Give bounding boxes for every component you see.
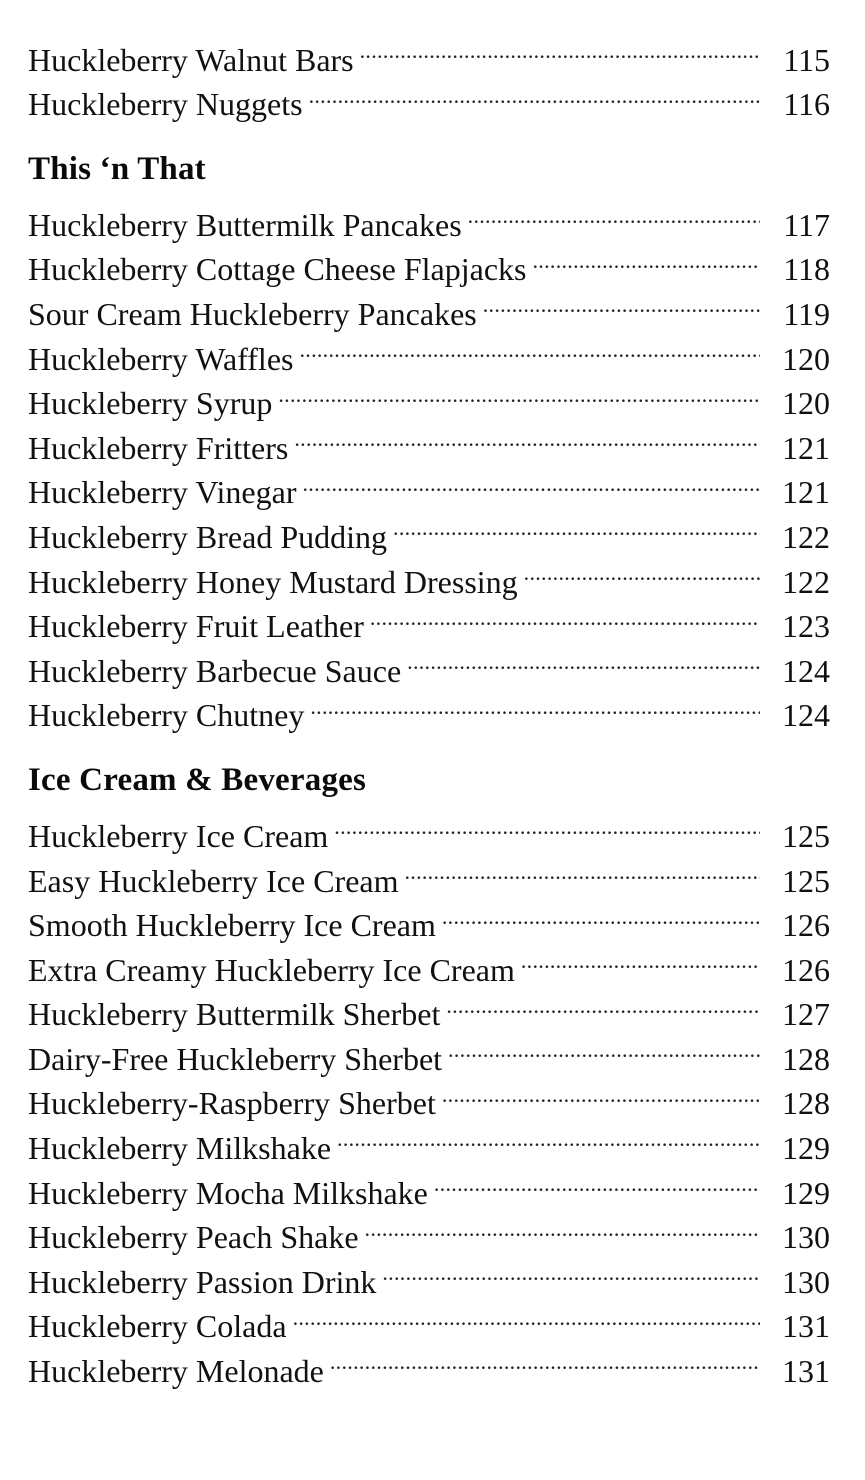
entry-page-number: 125: [782, 817, 830, 854]
dot-leader: [337, 1114, 760, 1159]
entry-page-number: 120: [782, 385, 830, 422]
section-heading: This ‘n That: [28, 151, 206, 188]
entry-page-number: 121: [782, 429, 830, 466]
entry-page-number: 125: [782, 862, 830, 899]
dot-leader: [299, 325, 760, 370]
entry-page-number: 122: [782, 563, 830, 600]
entry-title: Huckleberry Vinegar: [28, 474, 297, 511]
entry-title: Huckleberry Syrup: [28, 385, 273, 422]
entry-page-number: 131: [782, 1308, 830, 1345]
dot-leader: [310, 682, 760, 727]
dot-leader: [309, 71, 760, 116]
entry-page-number: 124: [782, 652, 830, 689]
entry-title: Sour Cream Huckleberry Pancakes: [28, 295, 477, 332]
dot-leader: [365, 1204, 760, 1249]
entry-title: Huckleberry Barbecue Sauce: [28, 652, 402, 689]
dot-leader: [524, 548, 760, 593]
entry-page-number: 122: [782, 518, 830, 555]
toc-entry[interactable]: [28, 26, 830, 78]
dot-leader: [370, 593, 760, 638]
entry-page-number: 121: [782, 474, 830, 511]
entry-page-number: 131: [782, 1353, 830, 1390]
entry-page-number: 127: [782, 996, 830, 1033]
entry-title: Huckleberry Waffles: [28, 340, 294, 377]
entry-title: Huckleberry Fritters: [28, 429, 289, 466]
toc-section: [28, 758, 830, 1390]
entry-page-number: 126: [782, 951, 830, 988]
entry-page-number: 129: [782, 1174, 830, 1211]
dot-leader: [468, 191, 760, 236]
dot-leader: [278, 370, 760, 415]
dot-leader: [521, 936, 760, 981]
dot-leader: [302, 459, 760, 504]
entry-page-number: 120: [782, 340, 830, 377]
dot-leader: [330, 1337, 760, 1382]
dot-leader: [293, 1293, 760, 1338]
entry-page-number: 129: [782, 1130, 830, 1167]
dot-leader: [446, 981, 760, 1026]
entry-title: Extra Creamy Huckleberry Ice Cream: [28, 951, 515, 988]
dot-leader: [442, 892, 760, 937]
toc-entry[interactable]: [28, 802, 830, 854]
dot-leader: [407, 637, 760, 682]
toc-section: [28, 26, 830, 123]
dot-leader: [434, 1159, 760, 1204]
entry-title: Huckleberry Milkshake: [28, 1130, 332, 1167]
dot-leader: [442, 1070, 760, 1115]
entry-page-number: 118: [783, 251, 830, 288]
entry-page-number: 117: [783, 206, 830, 243]
entry-page-number: 128: [782, 1085, 830, 1122]
dot-leader: [448, 1025, 760, 1070]
toc-entry[interactable]: [28, 191, 830, 243]
entry-title: Huckleberry-Raspberry Sherbet: [28, 1085, 436, 1122]
toc-section: [28, 147, 830, 734]
entry-page-number: 124: [782, 697, 830, 734]
table-of-contents: [28, 26, 830, 1390]
entry-title: Smooth Huckleberry Ice Cream: [28, 907, 436, 944]
entry-page-number: 130: [782, 1263, 830, 1300]
entry-title: Huckleberry Cottage Cheese Flapjacks: [28, 251, 527, 288]
entry-title: Easy Huckleberry Ice Cream: [28, 862, 399, 899]
entry-title: Huckleberry Ice Cream: [28, 817, 329, 854]
entry-title: Huckleberry Buttermilk Sherbet: [28, 996, 441, 1033]
entry-title: Huckleberry Passion Drink: [28, 1263, 377, 1300]
entry-page-number: 116: [783, 86, 830, 123]
entry-title: Huckleberry Buttermilk Pancakes: [28, 206, 462, 243]
entry-title: Huckleberry Peach Shake: [28, 1219, 359, 1256]
entry-page-number: 126: [782, 907, 830, 944]
entry-title: Huckleberry Colada: [28, 1308, 287, 1345]
dot-leader: [382, 1248, 760, 1293]
dot-leader: [360, 26, 760, 71]
entry-title: Huckleberry Walnut Bars: [28, 41, 354, 78]
entry-title: Huckleberry Fruit Leather: [28, 608, 364, 645]
entry-page-number: 128: [782, 1040, 830, 1077]
entry-title: Huckleberry Bread Pudding: [28, 518, 388, 555]
dot-leader: [294, 414, 760, 459]
dot-leader: [404, 847, 760, 892]
entry-title: Dairy-Free Huckleberry Sherbet: [28, 1040, 443, 1077]
entry-page-number: 115: [783, 41, 830, 78]
dot-leader: [533, 236, 761, 281]
entry-page-number: 130: [782, 1219, 830, 1256]
entry-page-number: 119: [783, 295, 830, 332]
entry-title: Huckleberry Chutney: [28, 697, 305, 734]
entry-title: Huckleberry Mocha Milkshake: [28, 1174, 428, 1211]
dot-leader: [334, 802, 760, 847]
entry-page-number: 123: [782, 608, 830, 645]
entry-title: Huckleberry Melonade: [28, 1353, 324, 1390]
entry-title: Huckleberry Nuggets: [28, 86, 303, 123]
section-heading: Ice Cream & Beverages: [28, 762, 367, 799]
dot-leader: [483, 280, 760, 325]
dot-leader: [393, 503, 760, 548]
entry-title: Huckleberry Honey Mustard Dressing: [28, 563, 518, 600]
